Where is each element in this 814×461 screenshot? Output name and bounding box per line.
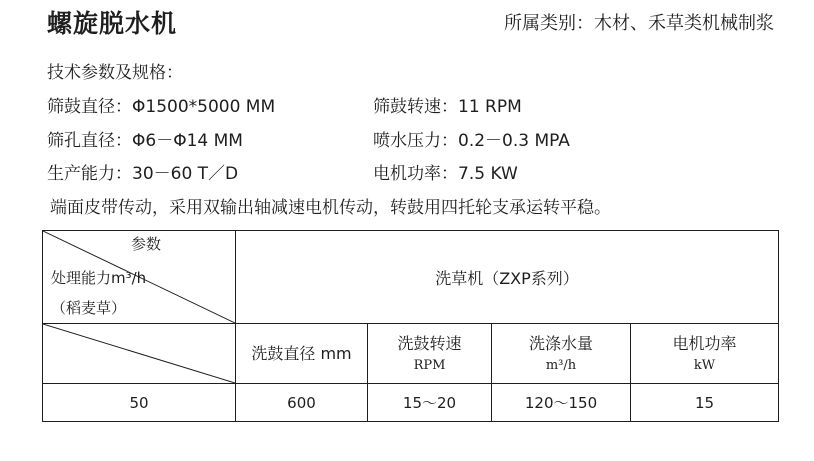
spec-heading: 技术参数及规格： (47, 63, 183, 83)
column-header-unit: m³/h (545, 357, 577, 373)
spec-description: 端面皮带传动，采用双输出轴减速电机传动，转鼓用四托轮支承运转平稳。 (50, 198, 611, 218)
corner-capacity-label: 处理能力m³/h (51, 269, 147, 287)
table-corner-cell (43, 231, 236, 324)
table-header-row (43, 231, 779, 324)
spec-left: 筛孔直径：Φ6－Φ14 MM (47, 131, 243, 151)
corner-param-label: 参数 (131, 235, 162, 253)
spec-row (47, 92, 522, 117)
column-header-unit: kW (693, 357, 716, 373)
column-header-name: 电机功率 (672, 333, 737, 353)
spec-right: 喷水压力：0.2－0.3 MPA (373, 131, 570, 151)
column-header-name: 洗鼓直径 mm (251, 343, 352, 363)
table-cell: 15 (631, 384, 779, 422)
spec-right: 电机功率：7.5 KW (373, 164, 518, 184)
column-header (368, 324, 492, 384)
table-column-header-row (43, 324, 779, 384)
table-cell: 15～20 (368, 384, 492, 422)
spec-table (42, 230, 779, 422)
column-header (631, 324, 779, 384)
column-header-name: 洗涤水量 (528, 333, 593, 353)
table-group-title: 洗草机（ZXP系列） (236, 231, 779, 324)
product-category: 所属类别：木材、禾草类机械制浆 (504, 13, 774, 34)
table-cell: 120～150 (492, 384, 631, 422)
column-header (236, 324, 368, 384)
table-row (43, 384, 779, 422)
table-corner-cell-lower (43, 324, 236, 384)
diagonal-line (43, 324, 235, 383)
spec-right: 筛鼓转速：11 RPM (373, 97, 522, 117)
spec-row (47, 159, 518, 184)
spec-row (47, 126, 570, 151)
column-header (492, 324, 631, 384)
table-cell: 600 (236, 384, 368, 422)
spec-left: 筛鼓直径：Φ1500*5000 MM (47, 97, 276, 117)
table-cell-capacity: 50 (43, 384, 236, 422)
column-header-name: 洗鼓转速 (397, 333, 462, 353)
column-header-unit: RPM (413, 357, 446, 373)
spec-left: 生产能力：30－60 T／D (47, 164, 239, 184)
corner-material-label: （稻麦草） (51, 299, 127, 317)
product-title: 螺旋脱水机 (47, 9, 178, 38)
